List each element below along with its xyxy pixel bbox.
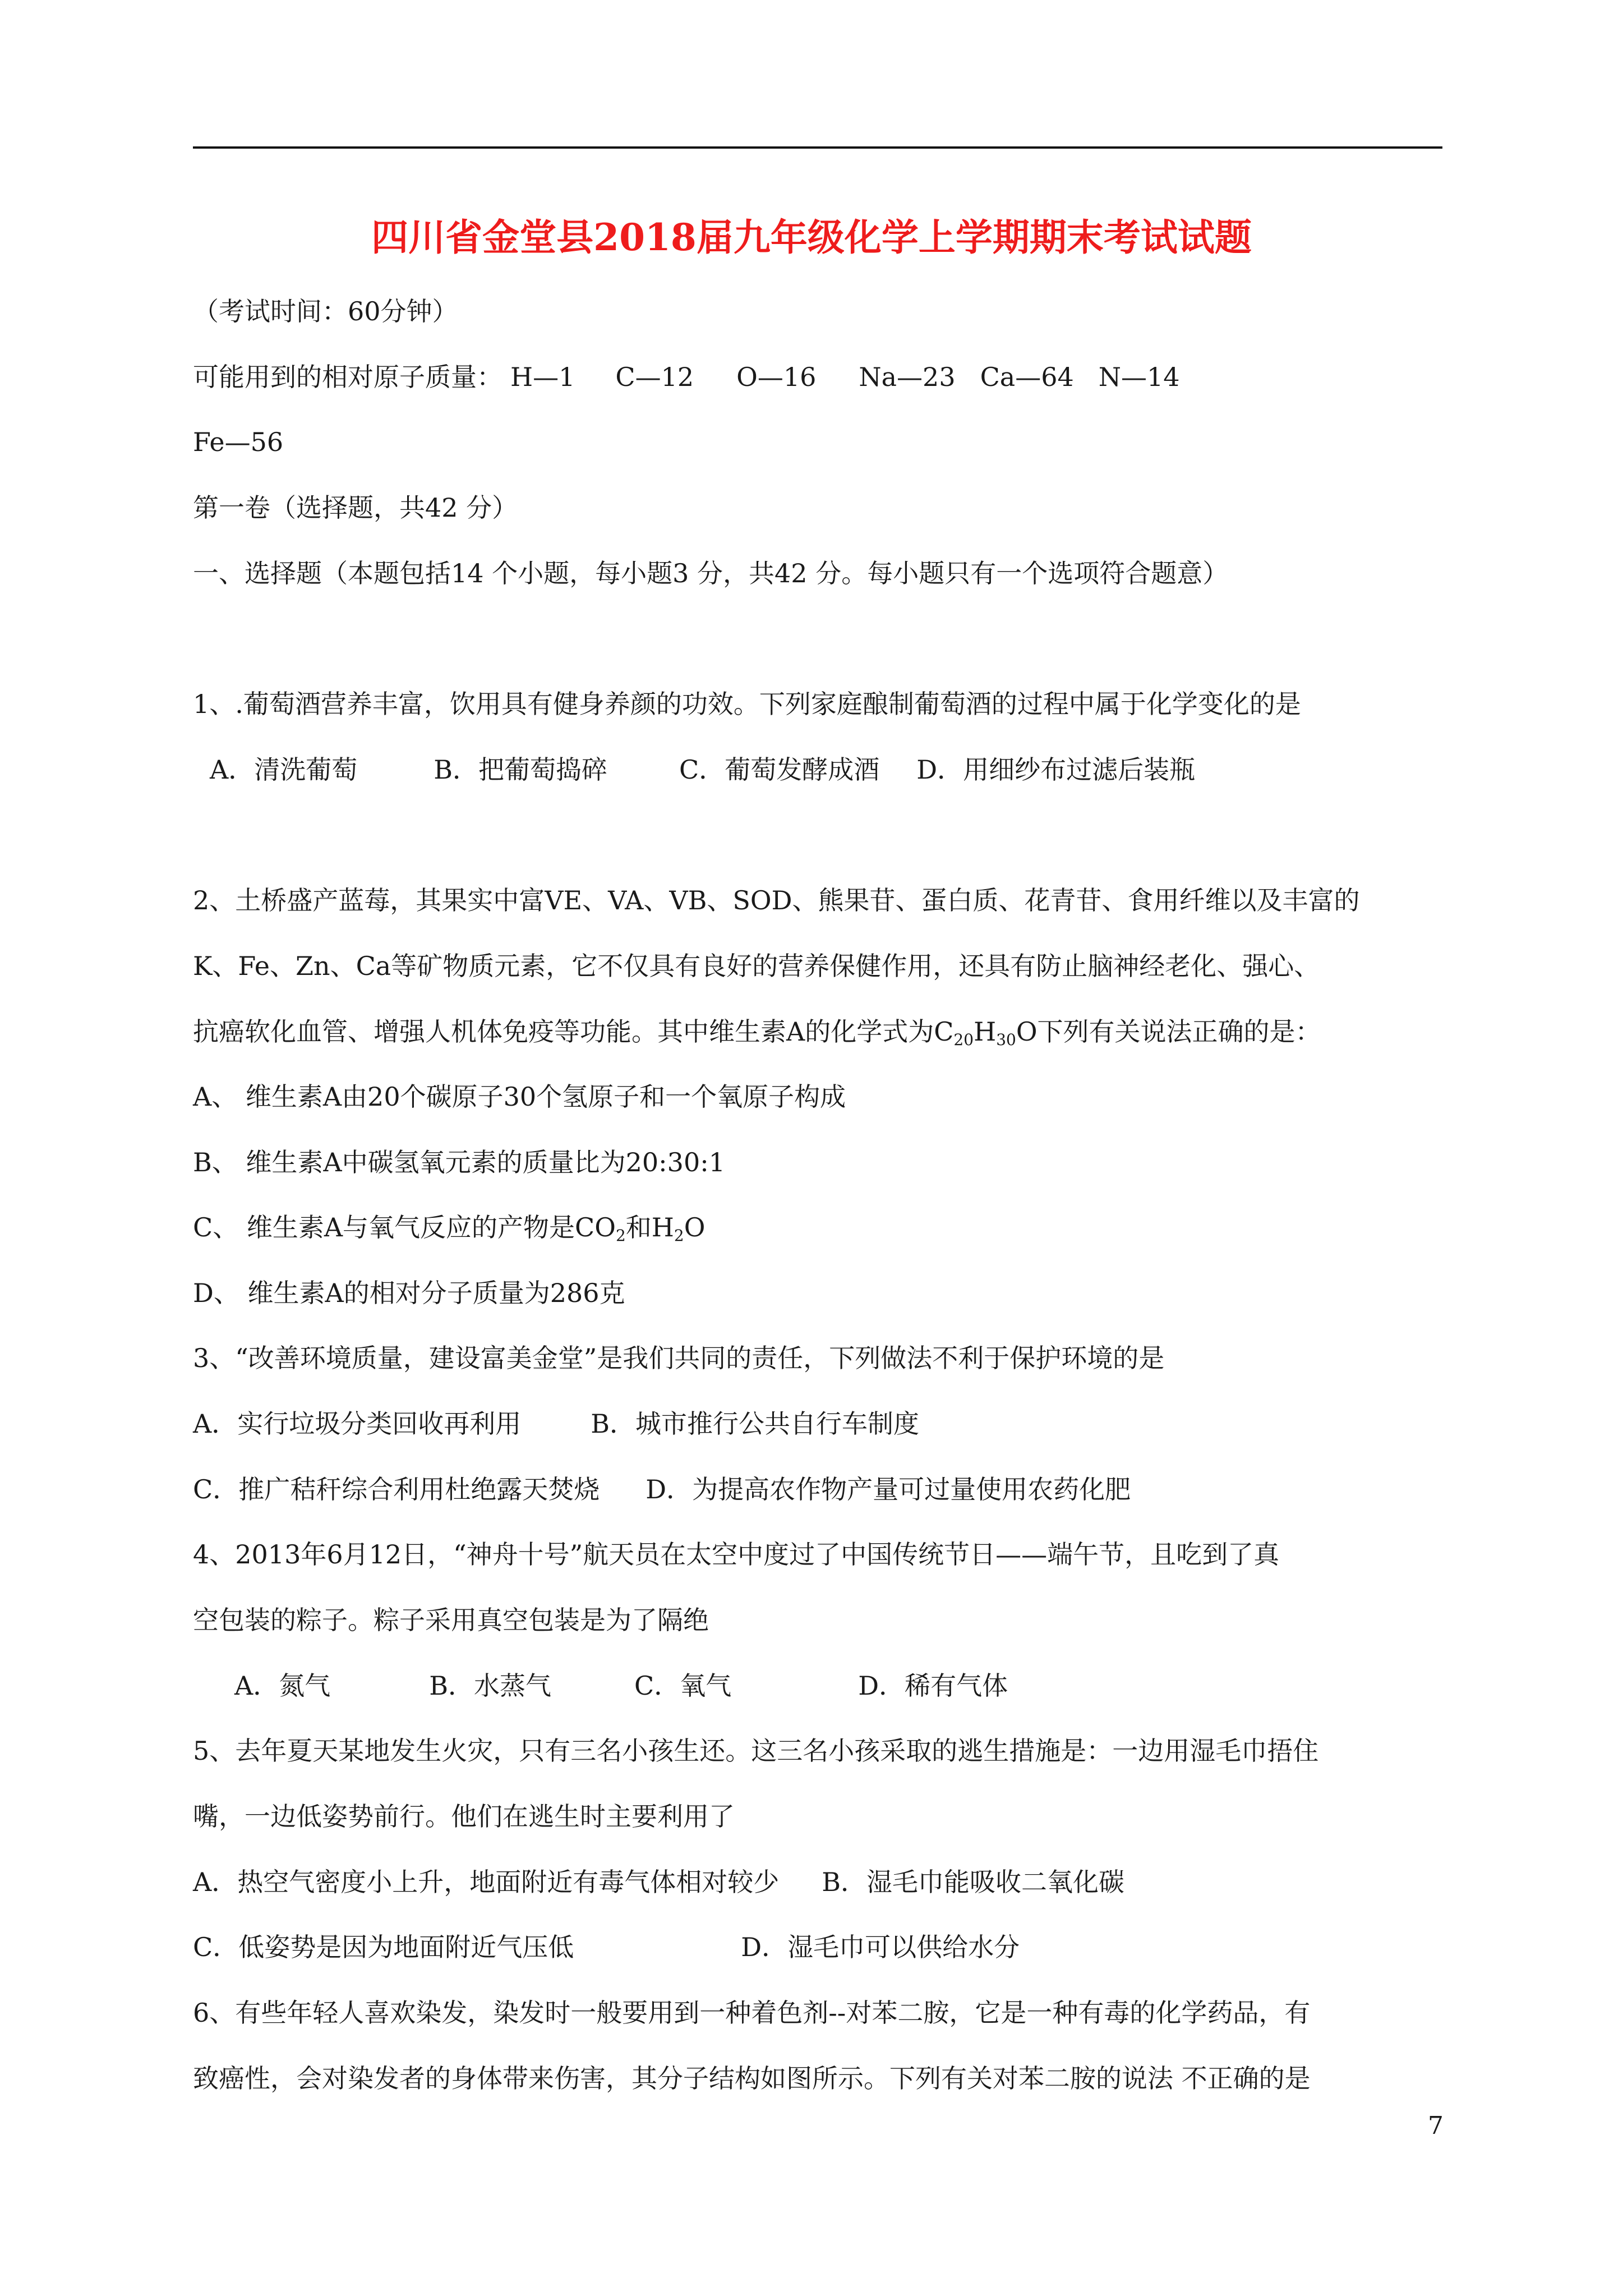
atomic-masses-line xyxy=(193,357,1180,397)
q3-option-c: C．推广秸秆综合利用杜绝露天焚烧 xyxy=(193,1474,600,1504)
q2-option-b: B、 维生素A中碳氢氧元素的质量比为20:30:1 xyxy=(193,1147,725,1177)
q1-options xyxy=(210,750,1195,789)
q1-option-d: D．用细纱布过滤后装瓶 xyxy=(916,754,1196,785)
q2-formula-h: H xyxy=(974,1016,997,1047)
q5-option-b: B．湿毛巾能吸收二氧化碳 xyxy=(822,1867,1125,1897)
section1-heading: 一、选择题（本题包括14 个小题，每小题3 分，共42 分。每小题只有一个选项符合题意） xyxy=(193,558,1229,588)
q5-stem-line2: 嘴，一边低姿势前行。他们在逃生时主要利用了 xyxy=(193,1801,735,1832)
q2-formula-sub-c: 20 xyxy=(953,1030,974,1049)
q2-option-c xyxy=(193,1208,705,1247)
q4-option-c: C．氧气 xyxy=(634,1671,732,1701)
q3-option-d: D．为提高农作物产量可过量使用农药化肥 xyxy=(645,1474,1131,1504)
q4-options xyxy=(234,1666,1008,1705)
q1-stem: 1、.葡萄酒营养丰富，饮用具有健身养颜的功效。下列家庭酿制葡萄酒的过程中属于化学变化的是 xyxy=(193,689,1301,719)
q2-option-c-end: O xyxy=(684,1212,706,1243)
q3-options-row2 xyxy=(193,1470,1131,1509)
atomic-mass-ca: Ca—64 xyxy=(980,362,1074,392)
q2-stem-line2: K、Fe、Zn、Ca等矿物质元素，它不仅具有良好的营养保健作用，还具有防止脑神经老化、强心、 xyxy=(193,951,1320,981)
q5-options-row2 xyxy=(193,1927,1020,1967)
q5-option-a: A．热空气密度小上升，地面附近有毒气体相对较少 xyxy=(193,1867,780,1897)
q4-stem-line1: 4、2013年6月12日，“神舟十号”航天员在太空中度过了中国传统节日——端午节，且吃到了真 xyxy=(193,1539,1280,1570)
q1-option-c: C．葡萄发酵成酒 xyxy=(679,754,880,785)
page-number: 7 xyxy=(1428,2111,1444,2140)
q2-stem-line3 xyxy=(193,1012,1321,1051)
q5-stem-line1: 5、去年夏天某地发生火灾，只有三名小孩生还。这三名小孩采取的逃生措施是：一边用湿毛巾捂住 xyxy=(193,1736,1319,1766)
q6-stem-line1: 6、有些年轻人喜欢染发，染发时一般要用到一种着色剂--对苯二胺，它是一种有毒的化学药品，有 xyxy=(193,1998,1311,2028)
q1-option-a: A．清洗葡萄 xyxy=(210,754,358,785)
q3-option-a: A．实行垃圾分类回收再利用 xyxy=(193,1409,522,1439)
q4-stem-line2: 空包装的粽子。粽子采用真空包装是为了隔绝 xyxy=(193,1605,709,1635)
page-title: 四川省金堂县2018届九年级化学上学期期末考试试题 xyxy=(371,215,1252,259)
atomic-mass-c: C—12 xyxy=(615,362,694,392)
q2-option-c-sub-h2o: 2 xyxy=(674,1226,684,1245)
q2-option-d: D、 维生素A的相对分子质量为286克 xyxy=(193,1278,625,1308)
atomic-mass-n: N—14 xyxy=(1098,362,1180,392)
q3-option-b: B．城市推行公共自行车制度 xyxy=(591,1409,920,1439)
q2-formula-sub-h: 30 xyxy=(996,1030,1016,1049)
part1-heading: 第一卷（选择题，共42 分） xyxy=(193,493,518,523)
q2-option-a: A、 维生素A由20个碳原子30个氢原子和一个氧原子构成 xyxy=(193,1082,846,1112)
q4-option-d: D．稀有气体 xyxy=(858,1671,1008,1701)
atomic-masses-label: 可能用到的相对原子质量： xyxy=(193,362,502,392)
q5-option-d: D．湿毛巾可以供给水分 xyxy=(741,1932,1020,1962)
q2-option-c-text: C、 维生素A与氧气反应的产物是CO xyxy=(193,1212,616,1243)
q3-options-row1 xyxy=(193,1404,919,1443)
exam-time: （考试时间：60分钟） xyxy=(193,296,458,326)
q2-stem-line1: 2、土桥盛产蓝莓，其果实中富VE、VA、VB、SOD、熊果苷、蛋白质、花青苷、食用纤维以及丰富的 xyxy=(193,885,1360,915)
atomic-mass-fe: Fe—56 xyxy=(193,427,284,457)
q4-option-b: B．水蒸气 xyxy=(429,1671,552,1701)
header-rule xyxy=(193,146,1442,149)
atomic-mass-na: Na—23 xyxy=(859,362,956,392)
q5-option-c: C．低姿势是因为地面附近气压低 xyxy=(193,1932,574,1962)
q1-option-b: B．把葡萄捣碎 xyxy=(434,754,608,785)
q2-option-c-sub-co2: 2 xyxy=(615,1226,626,1245)
q3-stem: 3、“改善环境质量，建设富美金堂”是我们共同的责任，下列做法不利于保护环境的是 xyxy=(193,1343,1165,1373)
q2-stem-line3-text: 抗癌软化血管、增强人机体免疫等功能。其中维生素A的化学式为C xyxy=(193,1016,954,1047)
q2-option-c-mid: 和H xyxy=(625,1212,674,1243)
q5-options-row1 xyxy=(193,1862,1124,1902)
atomic-mass-o: O—16 xyxy=(736,362,817,392)
q4-option-a: A．氮气 xyxy=(234,1671,331,1701)
q6-stem-line2: 致癌性，会对染发者的身体带来伤害，其分子结构如图所示。下列有关对苯二胺的说法 不正确的是 xyxy=(193,2063,1311,2093)
q2-stem-line3-end: O下列有关说法正确的是： xyxy=(1016,1016,1321,1047)
atomic-mass-h: H—1 xyxy=(510,362,575,392)
